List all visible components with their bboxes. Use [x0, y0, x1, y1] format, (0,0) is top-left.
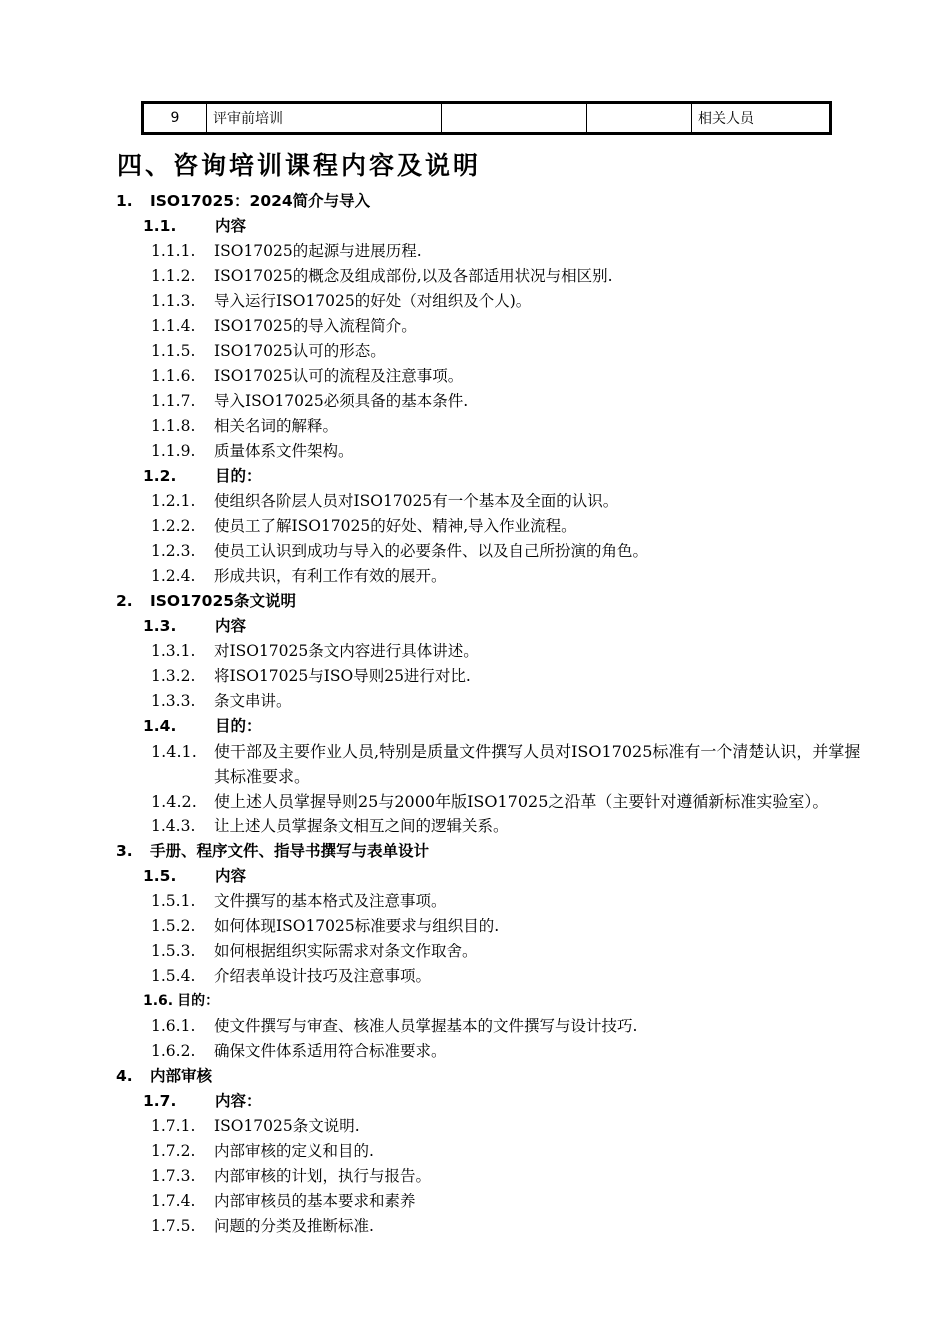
list-item — [116, 1189, 866, 1214]
list-item — [116, 789, 866, 814]
section-title: ISO17025条文说明 — [150, 592, 297, 610]
item-text: 使文件撰写与审查、核准人员掌握基本的文件撰写与设计技巧. — [214, 1017, 638, 1035]
subsection-title: 内容 — [215, 867, 247, 885]
section-heading — [116, 1064, 866, 1089]
subsection-number: 1.2. — [143, 467, 177, 485]
item-text: 形成共识，有利工作有效的展开。 — [214, 567, 447, 585]
subsection-heading — [116, 989, 866, 1014]
list-item — [116, 239, 866, 264]
list-item — [116, 814, 866, 839]
section-title: ISO17025：2024简介与导入 — [150, 192, 371, 210]
list-item — [116, 439, 866, 464]
item-text: ISO17025的导入流程简介。 — [214, 317, 417, 335]
item-number: 1.7.1. — [151, 1117, 196, 1135]
item-number: 1.2.1. — [151, 492, 196, 510]
subsection-title: 目的： — [215, 467, 262, 485]
list-item — [116, 514, 866, 539]
course-content — [116, 189, 866, 1239]
item-text: 使员工认识到成功与导入的必要条件、以及自己所扮演的角色。 — [214, 542, 649, 560]
list-item — [116, 939, 866, 964]
item-number: 1.4.1. — [151, 742, 197, 761]
list-item — [116, 889, 866, 914]
subsection-heading — [116, 614, 866, 639]
subsection-title: 目的： — [215, 717, 262, 735]
list-item — [116, 1014, 866, 1039]
list-item — [116, 489, 866, 514]
item-text: 导入ISO17025必须具备的基本条件. — [214, 392, 469, 410]
item-number: 1.1.8. — [151, 417, 196, 435]
item-number: 1.5.2. — [151, 917, 196, 935]
item-number: 1.6.1. — [151, 1017, 196, 1035]
list-item — [116, 339, 866, 364]
item-number: 1.2.4. — [151, 567, 196, 585]
subsection-heading — [116, 214, 866, 239]
item-number: 1.1.9. — [151, 442, 196, 460]
section-title: 手册、程序文件、指导书撰写与表单设计 — [150, 842, 430, 860]
section-number: 4. — [116, 1067, 133, 1085]
item-text: ISO17025条文说明. — [214, 1117, 360, 1135]
list-item — [116, 1164, 866, 1189]
list-item — [116, 564, 866, 589]
item-text: 介绍表单设计技巧及注意事项。 — [214, 967, 432, 985]
list-item — [116, 689, 866, 714]
table-cell-index: 9 — [143, 103, 207, 134]
subsection-number: 1.4. — [143, 717, 177, 735]
item-text: 对ISO17025条文内容进行具体讲述。 — [214, 642, 479, 660]
table-row — [143, 103, 831, 134]
item-text: 使员工了解ISO17025的好处、精神,导入作业流程。 — [214, 517, 577, 535]
subsection-heading — [116, 864, 866, 889]
list-item — [116, 1114, 866, 1139]
item-number: 1.1.2. — [151, 267, 196, 285]
item-text: 内部审核的计划，执行与报告。 — [214, 1167, 432, 1185]
item-number: 1.1.3. — [151, 292, 196, 310]
item-text: 质量体系文件架构。 — [214, 442, 354, 460]
subsection-title: 内容 — [215, 617, 247, 635]
item-text: 导入运行ISO17025的好处（对组织及个人)。 — [214, 292, 532, 310]
item-number: 1.1.1. — [151, 242, 196, 260]
section-title: 内部审核 — [150, 1067, 213, 1085]
subsection-heading — [116, 464, 866, 489]
list-item — [116, 664, 866, 689]
subsection-number: 1.7. — [143, 1092, 177, 1110]
item-text: 内部审核员的基本要求和素养 — [214, 1192, 416, 1210]
item-text: 使组织各阶层人员对ISO17025有一个基本及全面的认识。 — [214, 492, 619, 510]
item-number: 1.3.3. — [151, 692, 196, 710]
list-item — [116, 639, 866, 664]
item-text: 使上述人员掌握导则25与2000年版ISO17025之沿革（主要针对遵循新标准实验室）。 — [214, 792, 829, 811]
table-cell-empty — [587, 103, 692, 134]
item-number: 1.7.2. — [151, 1142, 196, 1160]
list-item — [116, 914, 866, 939]
page-heading: 四、咨询培训课程内容及说明 — [117, 151, 482, 180]
item-number: 1.1.7. — [151, 392, 196, 410]
table-cell-course: 评审前培训 — [207, 103, 442, 134]
table-cell-participants: 相关人员 — [692, 103, 831, 134]
item-text: 如何根据组织实际需求对条文作取舍。 — [214, 942, 478, 960]
item-text: 条文串讲。 — [214, 692, 292, 710]
item-text: ISO17025的起源与进展历程. — [214, 242, 422, 260]
list-item — [116, 539, 866, 564]
list-item — [116, 739, 866, 789]
item-text: 相关名词的解释。 — [214, 417, 339, 435]
subsection-heading — [116, 714, 866, 739]
item-text: 文件撰写的基本格式及注意事项。 — [214, 892, 447, 910]
subsection-number: 1.1. — [143, 217, 177, 235]
item-number: 1.2.3. — [151, 542, 196, 560]
item-number: 1.1.5. — [151, 342, 196, 360]
item-text: ISO17025的概念及组成部份,以及各部适用状况与相区别. — [214, 267, 613, 285]
item-number: 1.1.4. — [151, 317, 196, 335]
section-heading — [116, 839, 866, 864]
item-text: 问题的分类及推断标准. — [214, 1217, 374, 1235]
item-text: 确保文件体系适用符合标准要求。 — [214, 1042, 447, 1060]
list-item — [116, 414, 866, 439]
item-number: 1.7.4. — [151, 1192, 196, 1210]
list-item — [116, 1039, 866, 1064]
item-text: 将ISO17025与ISO导则25进行对比. — [214, 667, 471, 685]
item-number: 1.5.4. — [151, 967, 196, 985]
subsection-title: 内容： — [215, 1092, 262, 1110]
item-number: 1.4.3. — [151, 817, 196, 835]
section-number: 1. — [116, 192, 133, 210]
list-item — [116, 964, 866, 989]
item-number: 1.4.2. — [151, 792, 197, 811]
section-heading — [116, 189, 866, 214]
item-number: 1.5.3. — [151, 942, 196, 960]
item-number: 1.3.1. — [151, 642, 196, 660]
item-text: ISO17025认可的形态。 — [214, 342, 386, 360]
item-text: 如何体现ISO17025标准要求与组织目的. — [214, 917, 500, 935]
item-number: 1.2.2. — [151, 517, 196, 535]
subsection-title: 内容 — [215, 217, 247, 235]
subsection-number: 1.6. — [143, 993, 174, 1009]
list-item — [116, 364, 866, 389]
subsection-title: 目的： — [177, 993, 220, 1009]
item-text: 内部审核的定义和目的. — [214, 1142, 374, 1160]
table-cell-empty — [442, 103, 587, 134]
item-number: 1.5.1. — [151, 892, 196, 910]
section-heading — [116, 589, 866, 614]
item-text: 让上述人员掌握条文相互之间的逻辑关系。 — [214, 817, 509, 835]
list-item — [116, 289, 866, 314]
item-number: 1.3.2. — [151, 667, 196, 685]
list-item — [116, 314, 866, 339]
item-text: 使干部及主要作业人员,特别是质量文件撰写人员对ISO17025标准有一个清楚认识，并掌握其标准要求。 — [214, 742, 861, 786]
subsection-number: 1.5. — [143, 867, 177, 885]
schedule-table — [141, 101, 832, 135]
item-text: ISO17025认可的流程及注意事项。 — [214, 367, 464, 385]
item-number: 1.1.6. — [151, 367, 196, 385]
item-number: 1.7.3. — [151, 1167, 196, 1185]
list-item — [116, 1214, 866, 1239]
list-item — [116, 1139, 866, 1164]
item-number: 1.6.2. — [151, 1042, 196, 1060]
section-number: 2. — [116, 592, 133, 610]
subsection-number: 1.3. — [143, 617, 177, 635]
subsection-heading — [116, 1089, 866, 1114]
list-item — [116, 389, 866, 414]
item-number: 1.7.5. — [151, 1217, 196, 1235]
list-item — [116, 264, 866, 289]
section-number: 3. — [116, 842, 133, 860]
